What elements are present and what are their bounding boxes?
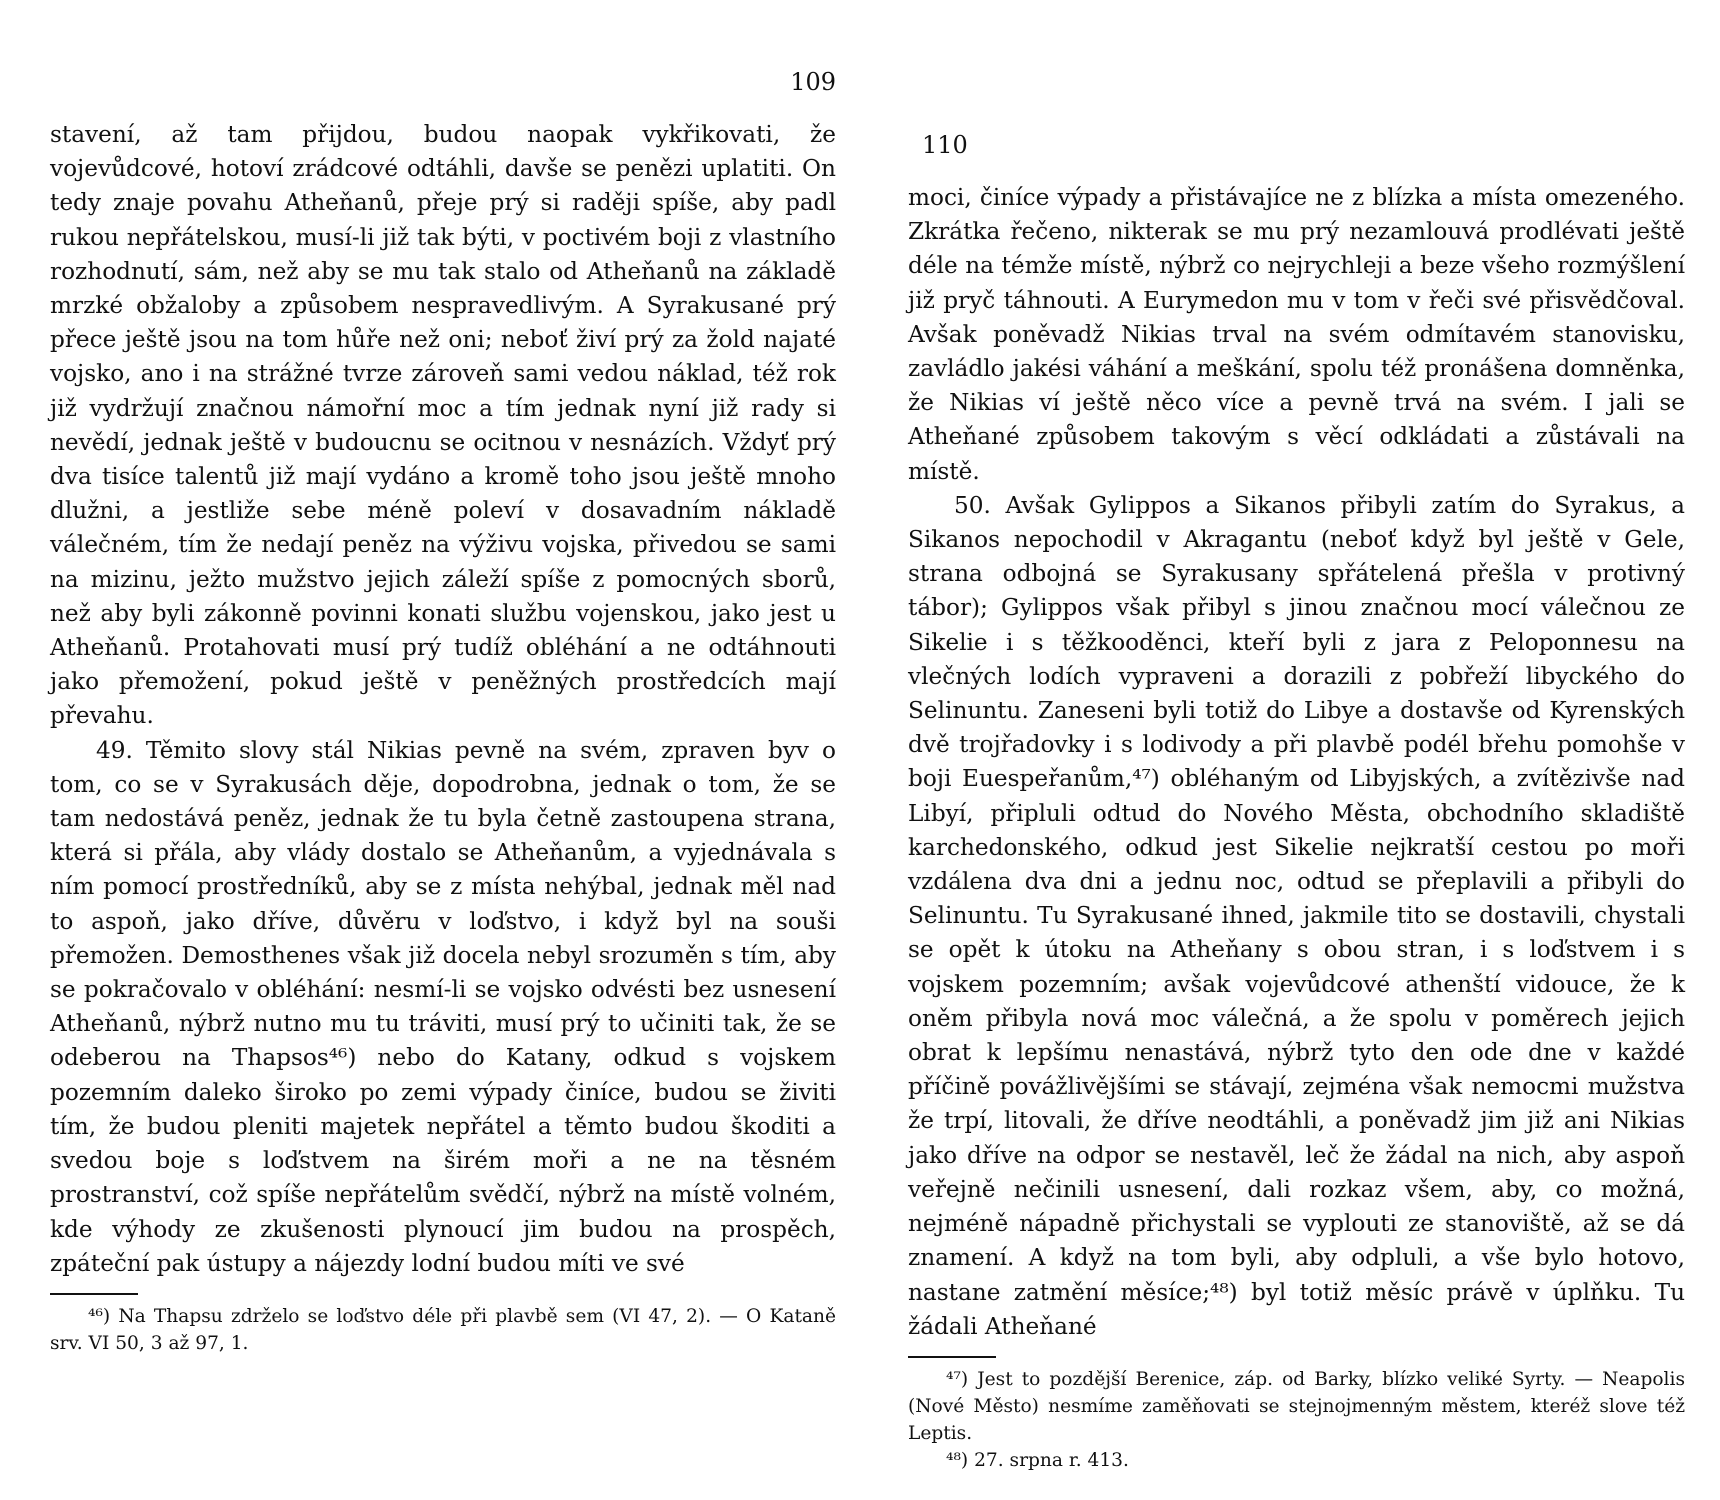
right-page: [908, 125, 1685, 1474]
paragraph-50: 50. Avšak Gylippos a Sikanos přibyli zatím do Syrakus, a Sikanos nepochodil v Akragantu (neboť když byl ještě v Gele, strana odbojná se Syrakusany spřátelená přešla v protivný tábor); Gylippos však přibyl s jinou značnou mocí válečnou ze Sikelie i s těžkooděnci, kteří byli z jara z Peloponnesu na vlečných lodích vypraveni a dorazili z pobřeží libyckého do Selinuntu. Zaneseni byli totiž do Libye a dostavše od Kyrenských dvě trojřadovky i s lodivody a při plavbě podél břehu pomohše v boji Euespeřanům,⁴⁷) obléhaným od Libyjských, a zvítězivše nad Libyí, připluli odtud do Nového Města, obchodního skladiště karchedonského, odkud jest Sikelie nejkratší cestou po moři vzdálena dva dni a jednu noc, odtud se přeplavili a přibyli do Selinuntu. Tu Syrakusané ihned, jakmile tito se dostavili, chystali se opět k útoku na Atheňany s obou stran, i s loďstvem i s vojskem pozemním; avšak vojevůdcové athenští vidouce, že k oněm přibyla nová moc válečná, a že spolu v poměrech jejich obrat k lepšímu nenastává, nýbrž tyto den ode dne v každé příčině povážlivějšími se stávají, zejména však nemocmi mužstva že trpí, litovali, že dříve neodtáhli, a poněvadž jim již ani Nikias jako dříve na odpor se nestavěl, leč že žádal na nich, aby aspoň veřejně nečinili usnesení, dali rozkaz všem, aby, co možná, nejméně nápadně přichystali se vyplouti ze stanoviště, až se dá znamení. A když na tom byli, aby odpluli, a vše bylo hotovo, nastane zatmění měsíce;⁴⁸) byl totiž měsíc právě v úplňku. Tu žádali Atheňané: [908, 491, 1685, 1340]
footnote-48: ⁴⁸) 27. srpna r. 413.: [946, 1449, 1129, 1471]
paragraph: stavení, až tam přijdou, budou naopak vykřikovati, že vojevůdcové, hotoví zrádcové odtáhli, davše se penězi uplatiti. On tedy znaje povahu Atheňanů, přeje prý si raději spíše, aby padl rukou nepřátelskou, musí-li již tak býti, v poctivém boji z vlastního rozhodnutí, sám, než aby se mu tak stalo od Atheňanů na základě mrzké obžaloby a způsobem nespravedlivým. A Syrakusané prý přece ještě jsou na tom hůře než oni; neboť živí prý za žold najaté vojsko, ano i na strážné tvrze zároveň sami vedou náklad, též rok již vydržují značnou námořní moc a tím jednak nyní již rady si nevědí, jednak ještě v budoucnu se ocitnou v nesnázích. Vždyť prý dva tisíce talentů již mají vydáno a kromě toho jsou ještě mnoho dlužni, a jestliže sebe méně poleví v dosavadním nákladě válečném, tím že nedají peněz na výživu vojska, přivedou se sami na mizinu, ježto mužstvo jejich záleží spíše z pomocných sborů, než aby byli zákonně povinni konati službu vojenskou, jako jest u Atheňanů. Protahovati musí prý tudíž obléhání a ne odtáhnouti jako přemožení, pokud ještě v peněžných prostředcích mají převahu.: [50, 121, 836, 730]
footnote-46: ⁴⁶) Na Thapsu zdrželo se loďstvo déle při plavbě sem (VI 47, 2). — O Kataně srv. VI 50, 3 až 97, 1.: [50, 1305, 836, 1354]
footnotes: [50, 1303, 836, 1357]
footnote-separator: [908, 1356, 996, 1358]
paragraph: moci, činíce výpady a přistávajíce ne z blízka a místa omezeného. Zkrátka řečeno, nikterak se mu prý nezamlouvá prodlévati ještě déle na témže místě, nýbrž co nejrychleji a beze všeho rozmýšlení již pryč táhnouti. A Eurymedon mu v tom v řeči své přisvědčoval. Avšak poněvadž Nikias trval na svém odmítavém stanovisku, zavládlo jakési váhání a meškání, spolu též pronášena domněnka, že Nikias ví ještě něco více a pevně trvá na svém. I jali se Atheňané způsobem takovým s věcí odkládati a zůstávali na místě.: [908, 184, 1685, 485]
page-body: [50, 118, 836, 1281]
left-page: [50, 62, 836, 1357]
footnote-47: ⁴⁷) Jest to pozdější Berenice, záp. od Barky, blízko veliké Syrty. — Neapolis (Nové Město) nesmíme zaměňovati se stejnojmenným městem, kteréž slove též Leptis.: [908, 1368, 1685, 1444]
page-body: [908, 181, 1685, 1344]
page-number: 110: [922, 131, 968, 159]
page-number: 109: [790, 68, 836, 96]
footnotes: [908, 1366, 1685, 1474]
footnote-separator: [50, 1293, 138, 1295]
paragraph-49: 49. Těmito slovy stál Nikias pevně na svém, zpraven byv o tom, co se v Syrakusách děje, dopodrobna, jednak o tom, že se tam nedostává peněz, jednak že tu byla četně zastoupena strana, která si přála, aby vlády dostalo se Atheňanům, a vyjednávala s ním pomocí prostředníků, aby se z místa nehýbal, jednak měl nad to aspoň, jako dříve, důvěru v loďstvo, i když byl na souši přemožen. Demosthenes však již docela nebyl srozuměn s tím, aby se pokračovalo v obléhání: nesmí-li se vojsko odvésti bez usnesení Atheňanů, nýbrž nutno mu tu tráviti, musí prý to učiniti tak, že se odeberou na Thapsos⁴⁶) nebo do Katany, odkud s vojskem pozemním daleko široko po zemi výpady činíce, budou se živiti tím, že budou pleniti majetek nepřátel a těmto budou škoditi a svedou boje s loďstvem na širém moři a ne na těsném prostranství, což spíše nepřátelům svědčí, nýbrž na místě volném, kde výhody ze zkušenosti plynoucí jim budou na prospěch, zpáteční pak ústupy a nájezdy lodní budou míti ve své: [50, 736, 836, 1277]
